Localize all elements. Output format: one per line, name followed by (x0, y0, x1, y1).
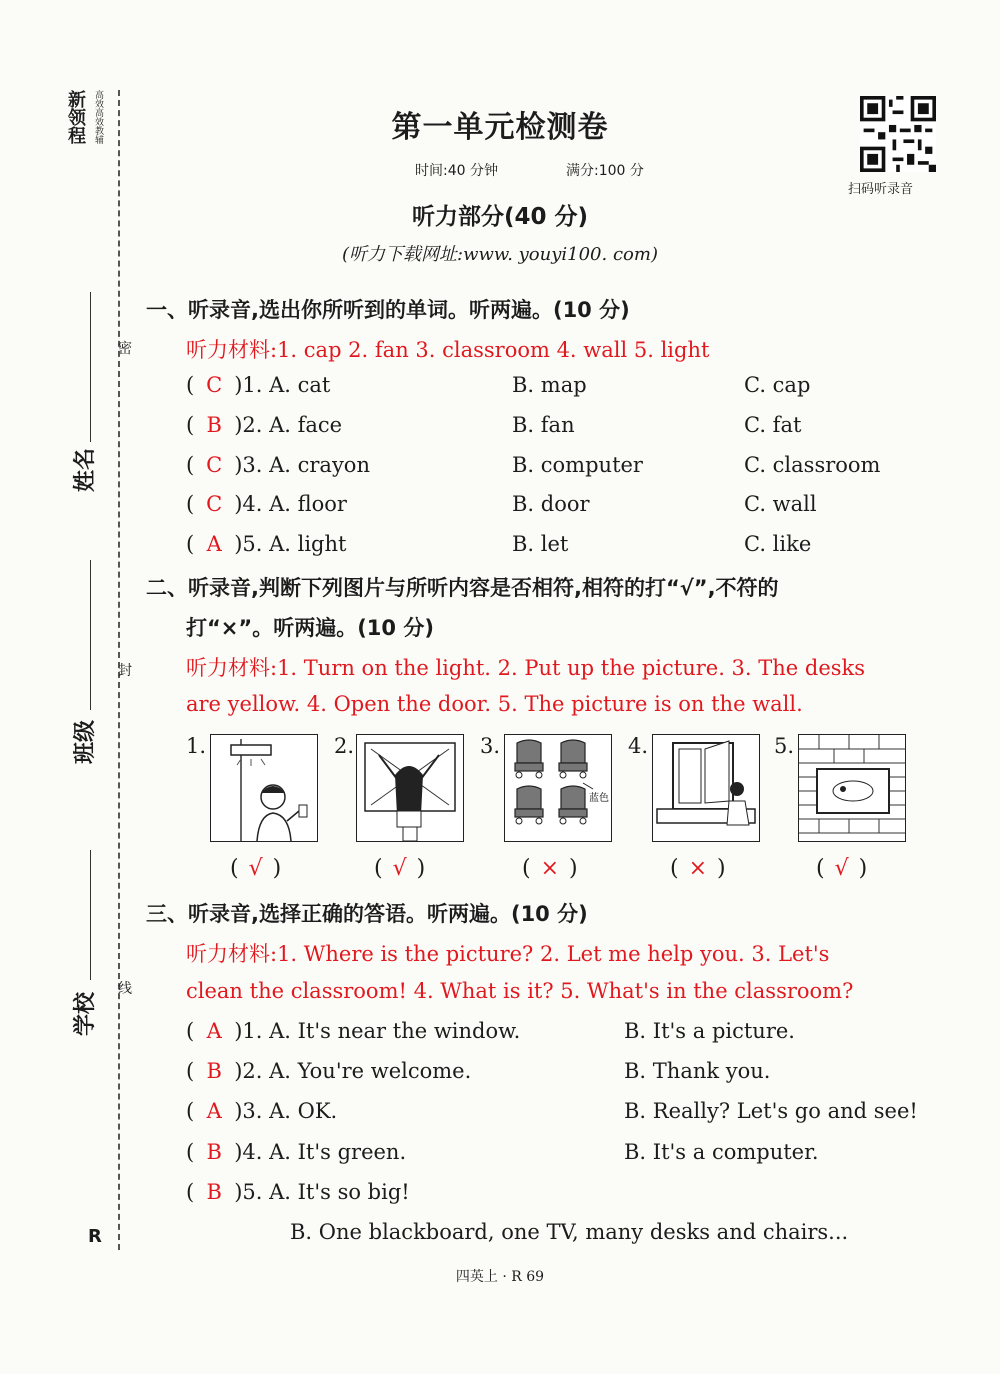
answer-letter[interactable]: A (206, 1019, 222, 1043)
picture-number: 2. (334, 734, 355, 758)
name-blank[interactable] (90, 292, 91, 442)
answer-letter[interactable]: B (206, 413, 222, 437)
school-blank[interactable] (90, 850, 91, 980)
picture-on-wall (798, 734, 906, 842)
cut-mark-feng: 封 (118, 663, 132, 679)
qr-code-icon[interactable] (860, 96, 936, 172)
section1-question-4: ( C )4. A. floor (186, 492, 347, 516)
picture-number: 3. (480, 734, 501, 758)
picture-number: 5. (774, 734, 795, 758)
answer-mark-2: ( √ ) (374, 856, 426, 881)
brand-subtitle: 高效高效教辅 (93, 90, 103, 144)
page-title: 第一单元检测卷 (391, 110, 609, 145)
answer-letter[interactable]: B (206, 1140, 222, 1164)
option-b: B. door (512, 492, 590, 516)
section1-question-1: ( C )1. A. cat (186, 373, 331, 397)
section1-question-2: ( B )2. A. face (186, 413, 343, 437)
section1-question-5: ( A )5. A. light (186, 532, 347, 556)
answer-mark-3: ( × ) (522, 856, 578, 881)
time-info: 时间:40 分钟 (415, 163, 498, 179)
section3-question-3: ( A )3. A. OK. (186, 1099, 338, 1123)
picture-note: 蓝色 (589, 793, 609, 804)
section1-question-3: ( C )3. A. crayon (186, 453, 370, 477)
answer-mark-5: ( √ ) (816, 856, 868, 881)
picture-light (210, 734, 318, 842)
option-b: B. It's a picture. (624, 1019, 795, 1043)
picture-number: 1. (186, 734, 207, 758)
section3-question-2: ( B )2. A. You're welcome. (186, 1059, 472, 1083)
edition-mark: R (88, 1226, 102, 1247)
option-c: C. wall (744, 492, 817, 516)
section3-question-5: ( B )5. A. It's so big! (186, 1180, 410, 1204)
section2-heading-line1: 二、听录音,判断下列图片与所听内容是否相符,相符的打“√”,不符的 (146, 576, 779, 600)
qr-caption: 扫码听录音 (848, 182, 914, 197)
listening-part-title: 听力部分(40 分) (411, 204, 589, 230)
picture-put-up-picture (356, 734, 464, 842)
option-b: B. It's a computer. (624, 1140, 819, 1164)
option-b: B. Really? Let's go and see! (624, 1099, 918, 1123)
option-b: B. fan (512, 413, 575, 437)
answer-letter[interactable]: B (206, 1180, 222, 1204)
name-label: 姓名 (73, 447, 98, 492)
section2-material-line1: 听力材料:1. Turn on the light. 2. Put up the picture. 3. The desks (186, 656, 866, 680)
section3-heading: 三、听录音,选择正确的答语。听两遍。(10 分) (146, 902, 588, 926)
class-label: 班级 (73, 719, 98, 764)
section3-question-1: ( A )1. A. It's near the window. (186, 1019, 521, 1043)
option-b: B. let (512, 532, 569, 556)
answer-mark-4: ( × ) (670, 856, 726, 881)
page-footer: 四英上 · R 69 (455, 1269, 545, 1285)
answer-letter[interactable]: A (206, 1099, 222, 1123)
section1-heading: 一、听录音,选出你所听到的单词。听两遍。(10 分) (146, 298, 630, 322)
option-c: C. classroom (744, 453, 881, 477)
answer-letter[interactable]: C (206, 453, 223, 477)
picture-open-door (652, 734, 760, 842)
brand-logo-text: 新领程 (65, 90, 86, 144)
section1-material: 听力材料:1. cap 2. fan 3. classroom 4. wall 5. light (186, 338, 710, 362)
option-b: B. One blackboard, one TV, many desks and chairs... (290, 1220, 849, 1244)
option-b: B. map (512, 373, 587, 397)
answer-letter[interactable]: B (206, 1059, 222, 1083)
section3-material-line2: clean the classroom! 4. What is it? 5. What's in the classroom? (186, 979, 854, 1003)
section2-material-line2: are yellow. 4. Open the door. 5. The picture is on the wall. (186, 692, 803, 716)
section2-heading-line2: 打“×”。听两遍。(10 分) (186, 616, 434, 640)
score-info: 满分:100 分 (566, 163, 644, 179)
cut-mark-mi: 密 (118, 341, 132, 357)
option-c: C. cap (744, 373, 811, 397)
answer-letter[interactable]: A (206, 532, 222, 556)
option-b: B. computer (512, 453, 643, 477)
answer-letter[interactable]: C (206, 373, 223, 397)
answer-mark-1: ( √ ) (230, 856, 282, 881)
school-label: 学校 (73, 991, 98, 1036)
cut-mark-xian: 线 (118, 981, 132, 997)
download-url: (听力下载网址:www. youyi100. com) (342, 244, 658, 265)
option-c: C. like (744, 532, 812, 556)
section3-material-line1: 听力材料:1. Where is the picture? 2. Let me help you. 3. Let's (186, 942, 830, 966)
picture-number: 4. (628, 734, 649, 758)
section3-question-4: ( B )4. A. It's green. (186, 1140, 407, 1164)
answer-letter[interactable]: C (206, 492, 223, 516)
picture-chairs (504, 734, 612, 842)
class-blank[interactable] (90, 560, 91, 710)
option-b: B. Thank you. (624, 1059, 771, 1083)
option-c: C. fat (744, 413, 802, 437)
